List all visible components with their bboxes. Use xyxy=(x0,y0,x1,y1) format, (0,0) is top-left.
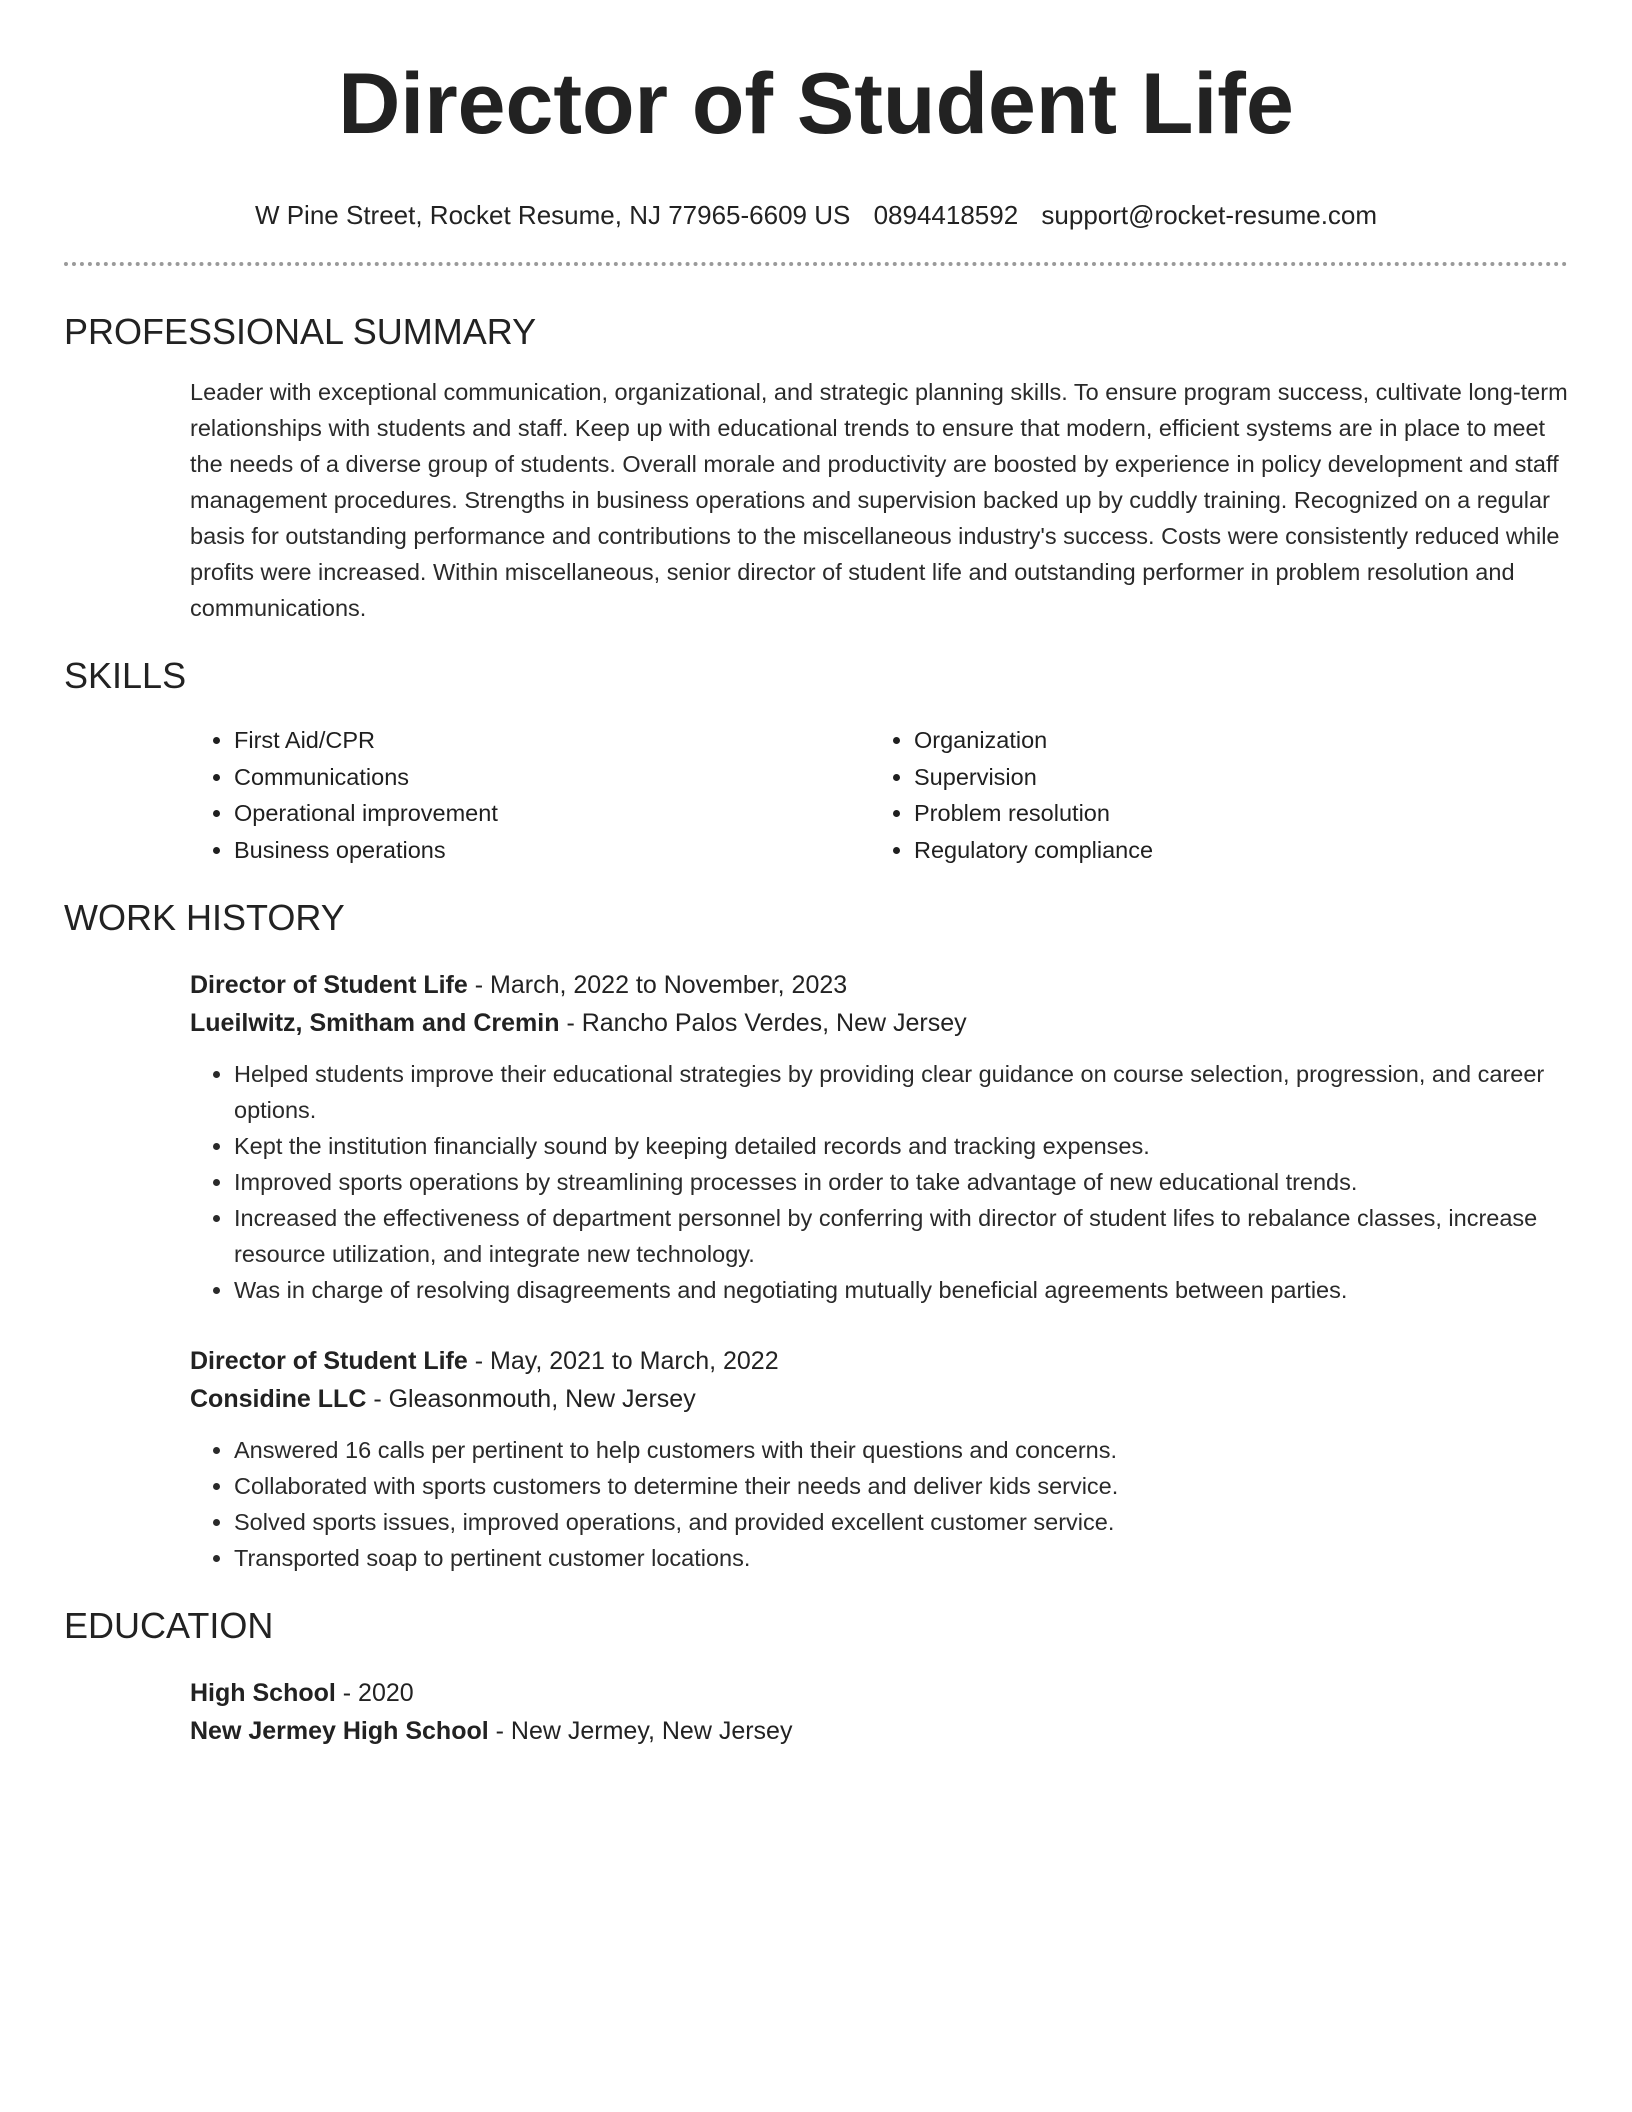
education-location: - New Jermey, New Jersey xyxy=(488,1717,793,1745)
job-company-line xyxy=(190,1004,1568,1042)
skill-item: • Business operations xyxy=(234,832,870,869)
job-company: Considine LLC xyxy=(190,1385,367,1413)
skills-column-left xyxy=(190,722,870,868)
section-title-education: EDUCATION xyxy=(64,1605,274,1646)
job-bullet: • Improved sports operations by streamlining processes in order to take advantage of new educational trends. xyxy=(234,1164,1568,1200)
job-company: Lueilwitz, Smitham and Cremin xyxy=(190,1009,560,1037)
resume-title: Director of Student Life xyxy=(338,56,1294,152)
education-school: New Jermey High School xyxy=(190,1717,489,1745)
job-dates: - May, 2021 to March, 2022 xyxy=(467,1347,779,1375)
job-location: - Rancho Palos Verdes, New Jersey xyxy=(559,1009,967,1037)
section-title-summary: PROFESSIONAL SUMMARY xyxy=(64,311,537,352)
job-title: Director of Student Life xyxy=(190,971,468,999)
job-bullet: • Was in charge of resolving disagreements and negotiating mutually beneficial agreements between parties. xyxy=(234,1272,1568,1308)
job-title: Director of Student Life xyxy=(190,1347,468,1375)
job-entry xyxy=(190,966,1568,1308)
contact-phone: 0894418592 xyxy=(873,200,1019,230)
contact-address: W Pine Street, Rocket Resume, NJ 77965-6609 US xyxy=(254,200,851,230)
job-bullet: • Transported soap to pertinent customer locations. xyxy=(234,1540,1568,1576)
education-entry xyxy=(190,1674,1568,1750)
job-bullets xyxy=(190,1056,1568,1308)
skill-item: • Problem resolution xyxy=(914,795,1153,832)
job-location: - Gleasonmouth, New Jersey xyxy=(366,1385,696,1413)
education-school-line xyxy=(190,1712,1568,1750)
skills-column-right xyxy=(870,722,1153,868)
education-year: - 2020 xyxy=(335,1679,414,1707)
job-bullets xyxy=(190,1432,1568,1576)
header-divider xyxy=(64,262,1568,266)
job-bullet: • Increased the effectiveness of department personnel by conferring with director of student lifes to rebalance classes, increase resource utilization, and integrate new technology. xyxy=(234,1200,1568,1272)
job-title-line xyxy=(190,966,1568,1004)
job-bullet: • Helped students improve their educational strategies by providing clear guidance on course selection, progression, and career options. xyxy=(234,1056,1568,1128)
section-title-work: WORK HISTORY xyxy=(64,897,345,938)
job-title-line xyxy=(190,1342,1568,1380)
skill-item: • First Aid/CPR xyxy=(234,722,870,759)
contact-email: support@rocket-resume.com xyxy=(1041,200,1378,230)
skill-item: • Regulatory compliance xyxy=(914,832,1153,869)
job-bullet: • Answered 16 calls per pertinent to help customers with their questions and concerns. xyxy=(234,1432,1568,1468)
job-bullet: • Solved sports issues, improved operations, and provided excellent customer service. xyxy=(234,1504,1568,1540)
skills-list xyxy=(190,722,1568,868)
job-dates: - March, 2022 to November, 2023 xyxy=(467,971,848,999)
education-degree: High School xyxy=(190,1679,336,1707)
skill-item: • Supervision xyxy=(914,759,1153,796)
job-bullet: • Kept the institution financially sound by keeping detailed records and tracking expenses. xyxy=(234,1128,1568,1164)
skill-item: • Organization xyxy=(914,722,1153,759)
contact-line xyxy=(64,198,1568,232)
job-bullet: • Collaborated with sports customers to determine their needs and deliver kids service. xyxy=(234,1468,1568,1504)
section-title-skills: SKILLS xyxy=(64,655,187,696)
education-degree-line xyxy=(190,1674,1568,1712)
summary-text: Leader with exceptional communication, organizational, and strategic planning skills. To ensure program success, cultivate long-term relationships with students and staff. Keep up with educational trends to ensure that modern, efficient systems are in place to meet the needs of a diverse group of students. Overall morale and productivity are boosted by experience in policy development and staff management procedures. Strengths in business operations and supervision backed up by cuddly training. Recognized on a regular basis for outstanding performance and contributions to the miscellaneous industry's success. Costs were consistently reduced while profits were increased. Within miscellaneous, senior director of student life and outstanding performer in problem resolution and communications. xyxy=(190,379,1568,621)
job-company-line xyxy=(190,1380,1568,1418)
job-entry xyxy=(190,1342,1568,1576)
skill-item: • Operational improvement xyxy=(234,795,870,832)
skill-item: • Communications xyxy=(234,759,870,796)
